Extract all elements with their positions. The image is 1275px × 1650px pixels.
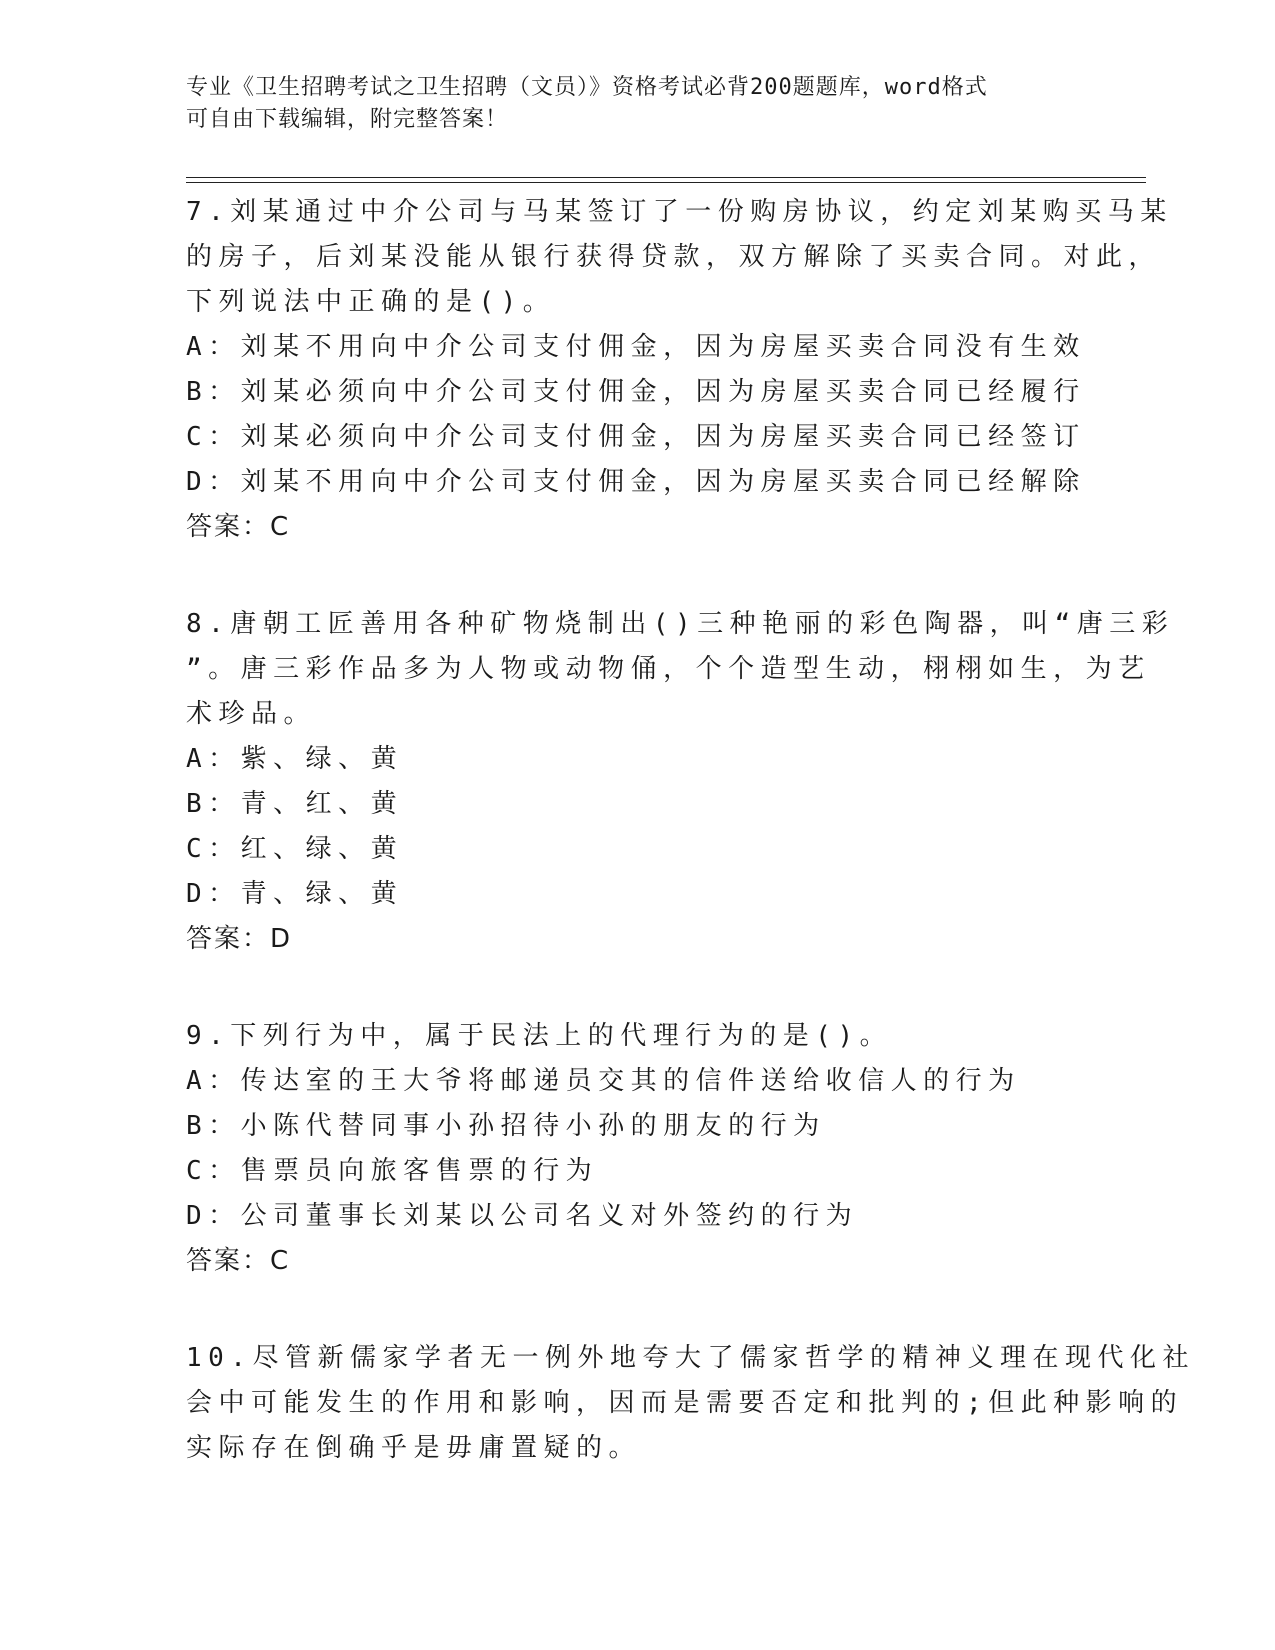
option-c: C：红、绿、黄 — [186, 834, 404, 864]
header-line-1: 专业《卫生招聘考试之卫生招聘（文员）》资格考试必背200题题库，word格式 — [186, 75, 988, 100]
document-header — [186, 72, 1066, 136]
question-text-line: 的房子，后刘某没能从银行获得贷款，双方解除了买卖合同。对此， — [186, 242, 1162, 272]
question-9 — [186, 1014, 1086, 1284]
option-d: D：公司董事长刘某以公司名义对外签约的行为 — [186, 1201, 859, 1231]
question-text-line: 术珍品。 — [186, 699, 317, 729]
option-d: D：刘某不用向中介公司支付佣金，因为房屋买卖合同已经解除 — [186, 467, 1086, 497]
header-line-2: 可自由下载编辑，附完整答案！ — [186, 107, 509, 132]
header-divider-top — [186, 177, 1146, 178]
answer-line: 答案：D — [186, 924, 293, 954]
option-b: B：青、红、黄 — [186, 789, 404, 819]
question-text-line: 会中可能发生的作用和影响，因而是需要否定和批判的;但此种影响的 — [186, 1388, 1184, 1418]
option-b: B：小陈代替同事小孙招待小孙的朋友的行为 — [186, 1111, 826, 1141]
answer-line: 答案：C — [186, 512, 291, 542]
question-list — [186, 190, 1195, 1523]
question-text-line: 9.下列行为中，属于民法上的代理行为的是()。 — [186, 1021, 893, 1051]
option-b: B：刘某必须向中介公司支付佣金，因为房屋买卖合同已经履行 — [186, 377, 1086, 407]
question-10 — [186, 1336, 1195, 1471]
header-divider-bottom — [186, 182, 1146, 183]
option-a: A：紫、绿、黄 — [186, 744, 404, 774]
question-7 — [186, 190, 1173, 550]
question-text-line: 7.刘某通过中介公司与马某签订了一份购房协议，约定刘某购买马某 — [186, 197, 1173, 227]
question-text-line: 实际存在倒确乎是毋庸置疑的。 — [186, 1433, 642, 1463]
question-text-line: ”。唐三彩作品多为人物或动物俑，个个造型生动，栩栩如生，为艺 — [186, 654, 1151, 684]
option-a: A：刘某不用向中介公司支付佣金，因为房屋买卖合同没有生效 — [186, 332, 1086, 362]
question-text-line: 8.唐朝工匠善用各种矿物烧制出()三种艳丽的彩色陶器，叫“唐三彩 — [186, 609, 1175, 639]
answer-line: 答案：C — [186, 1246, 291, 1276]
option-d: D：青、绿、黄 — [186, 879, 404, 909]
option-a: A：传达室的王大爷将邮递员交其的信件送给收信人的行为 — [186, 1066, 1021, 1096]
option-c: C：刘某必须向中介公司支付佣金，因为房屋买卖合同已经签订 — [186, 422, 1086, 452]
option-c: C：售票员向旅客售票的行为 — [186, 1156, 599, 1186]
question-text-line: 下列说法中正确的是()。 — [186, 287, 556, 317]
question-8 — [186, 602, 1175, 962]
question-text-line: 10.尽管新儒家学者无一例外地夸大了儒家哲学的精神义理在现代化社 — [186, 1343, 1195, 1373]
